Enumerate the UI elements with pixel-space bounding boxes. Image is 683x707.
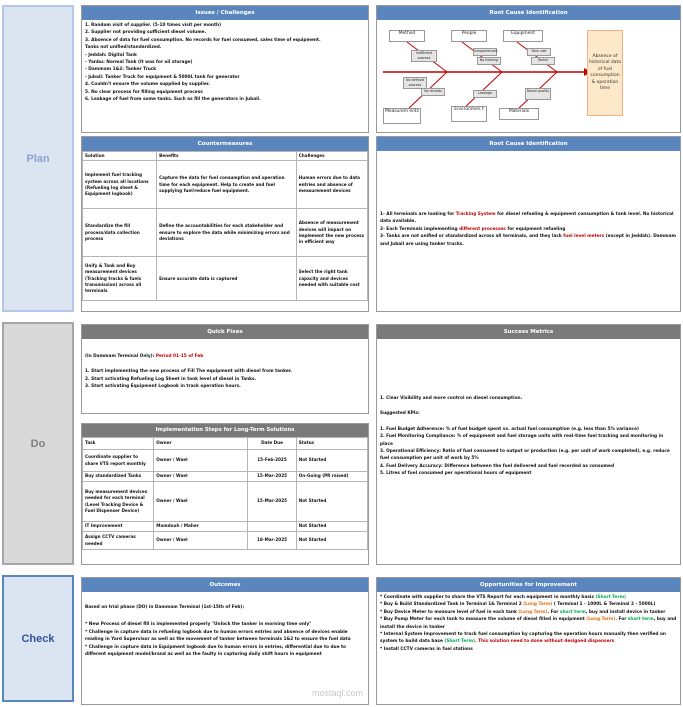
rca-text: 3- Tanks are not unified or standardized across all terminals, and they lack	[380, 234, 564, 240]
kpi-item: 3. Operational Efficiency: Ratio of fuel consumed to output or production (e.g. per unit of work completed), e.g. reduce fuel consumption per unit of work by 5%	[380, 449, 670, 462]
phase-plan-label	[2, 5, 74, 312]
opp-note: . This solution need to done without designed dispensers	[474, 639, 615, 645]
outcome-item: * Challenge in capture data in Equipment logbook due to human errors in entries, differential due to due to different equipment model/brand as well as the faulty in capturing daily shift hours in equipment	[85, 644, 347, 658]
fishbone-cat-method: Method	[389, 30, 425, 42]
rca-text: 2- Each Terminals implementing	[380, 226, 460, 232]
rca-highlight: fuel level meters	[563, 234, 605, 240]
success-metrics-body	[377, 339, 680, 480]
opp-tag-short: short term	[559, 609, 586, 615]
rca-point	[380, 211, 677, 226]
quick-fix-item: 3. Start activating Equipment Logbook in track operation hours.	[85, 384, 241, 390]
cm-cell: Select the right tank capacity and devices needed with suitable cost	[296, 257, 367, 301]
quick-fixes-scope: (In Dammam Terminal Only):	[85, 354, 156, 359]
phase-check-label	[2, 575, 74, 702]
kpi-item: 5. Litres of fuel consumed per operational hours of equipment	[380, 471, 532, 477]
opportunity-item: * Install CCTV cameras in fuel stations	[380, 646, 473, 652]
table-row	[83, 472, 368, 482]
impl-cell: 15-Feb-2025	[248, 450, 296, 472]
opportunities-body	[377, 592, 680, 655]
table-row	[83, 209, 368, 257]
impl-cell: Buy standardized Tanks	[83, 472, 154, 482]
quick-fixes-period: Period 01-15 of Feb	[155, 354, 204, 359]
cm-cell: Define the accountabilities for each stakeholder and ensure to explore the data while minimizing errors and deviations	[157, 209, 297, 257]
fishbone-cause: Tank size	[527, 48, 551, 56]
fishbone-diagram	[377, 20, 680, 132]
opportunity-item	[380, 601, 677, 608]
fishbone-cause: Tanker	[531, 57, 555, 65]
opp-text: , buy and install device in tanker	[585, 609, 666, 615]
phase-check-text: Check	[21, 632, 55, 645]
implementation-title: Implementation Steps for Long-Term Solutions	[82, 424, 368, 437]
impl-cell: Not Started	[296, 482, 367, 522]
table-row	[83, 532, 368, 550]
outcomes-list	[85, 621, 365, 658]
issue-item: 2. Supplier not providing sufficient diesel volume.	[85, 30, 207, 36]
rca-point	[380, 226, 677, 233]
impl-cell: Owner / Wael	[154, 472, 248, 482]
outcomes-panel	[81, 577, 369, 705]
impl-cell: Not Started	[296, 532, 367, 550]
rca-point	[380, 233, 677, 248]
opp-text: * Buy & Build Standardized Tank in Terminal 1& Terminal 2	[380, 602, 524, 608]
rca-text: for equipment refueling	[505, 226, 566, 232]
impl-cell	[248, 522, 296, 532]
table-row	[83, 522, 368, 532]
impl-cell: Not Started	[296, 522, 367, 532]
outcome-item: * New Process of diesel fill is implemented properly "Unlock the tanker in morning time only"	[85, 622, 312, 628]
opportunities-title: Opportunities for Improvement	[377, 578, 680, 592]
quick-fixes-panel	[81, 324, 369, 414]
kpi-title: Suggested KPIs:	[380, 411, 420, 417]
opp-tag-long: (Long Term)	[586, 617, 616, 623]
success-lead: 1. Clear Visibility and more control on diesel consumption.	[380, 396, 523, 401]
rca-fishbone-title: Root Cause Identification	[377, 6, 680, 20]
opp-tag-short: short term	[627, 617, 654, 623]
opp-text: ( Terminal 1 - 1000L & Terminal 2 - 5000L)	[552, 602, 656, 608]
issue-item: - Yanbu: Normal Tank (It was for oil storage)	[85, 60, 193, 66]
impl-cell: On-Going (PR raised)	[296, 472, 367, 482]
kpi-item: 4. Fuel Delivery Accuracy: Difference between the fuel delivered and fuel recorded as consumed	[380, 463, 615, 469]
table-row	[83, 450, 368, 472]
rca-highlight: Tracking System	[455, 212, 496, 217]
opportunity-item	[380, 616, 677, 631]
phase-plan-text: Plan	[26, 152, 50, 165]
issue-item: - Jeddah: Digital Tank	[85, 52, 137, 58]
fishbone-cat-equipment: Equipment	[503, 30, 543, 42]
issue-item: - Jubail: Tanker Truck for equipment & 5000L tank for generator	[85, 74, 240, 80]
impl-header-task: Task	[83, 438, 154, 450]
success-metrics-title: Success Metrics	[377, 325, 680, 339]
impl-cell: 15-Mar-2025	[248, 482, 296, 522]
fishbone-cause: No training	[477, 57, 501, 65]
fishbone-cat-measurements: Measurem ents	[383, 108, 421, 124]
issue-item: 5. No clear process for filling equipment process	[85, 89, 203, 95]
countermeasures-panel	[81, 136, 369, 312]
kpi-item: 1. Fuel Budget Adherence: % of fuel budget spent vs. actual fuel consumption (e.g. less than 5% variance)	[380, 426, 639, 432]
issue-item: 1. Random visit of supplier. (5-10 times visit per month)	[85, 23, 222, 28]
table-row	[83, 257, 368, 301]
cm-cell: Implement fuel tracking system across all locations (Refueling log sheet & Equipment logbook)	[83, 161, 157, 209]
quick-fixes-body	[82, 339, 368, 393]
rca-text: (except in Jeddah). Dammam and Jubail are using tanker trucks.	[380, 234, 676, 247]
rca-fishbone-panel	[376, 5, 681, 133]
quick-fix-item: 1. Start implementing the new process of Fill The equipment with diesel from tanker.	[85, 369, 292, 375]
issue-item: 3. Absence of data for fuel consumption. No records for fuel consumed, sales time of equipment.	[85, 37, 321, 43]
impl-cell: Not Started	[296, 450, 367, 472]
fishbone-cat-environment: Environmen t	[451, 106, 487, 122]
fishbone-effect	[587, 30, 623, 116]
watermark: mostaql.com	[312, 688, 364, 698]
cm-cell: Unify & Tank and Buy measurement devices (Tracking tracks & fuels transmission) across all terminals	[83, 257, 157, 301]
countermeasures-title: Countermeasures	[82, 137, 368, 151]
opp-tag-long: (Long Term)	[518, 609, 548, 615]
issues-panel	[81, 5, 369, 133]
issues-title: Issues / Challenges	[82, 6, 368, 20]
outcome-item: * Challenge in capture data in refueling logbook due to human errors entries and absence of devices enable reading in Yard Supervisor as well as the movement of tanker between terminals 1&2 to ensure the fuel data	[85, 629, 351, 643]
quick-fixes-title: Quick Fixes	[82, 325, 368, 339]
fishbone-cause: No defined process	[403, 77, 427, 89]
opp-text: * Buy Device Meter to measure level of fuel in each tank	[380, 609, 519, 615]
outcomes-intro: Based on trial phase (DO) in Dammam Terminal (1st-15th of Feb):	[85, 605, 245, 610]
impl-cell: 18-Mar-2025	[248, 532, 296, 550]
opportunity-item	[380, 594, 677, 601]
impl-header-owner: Owner	[154, 438, 248, 450]
cm-cell: Capture the data for fuel consumption and operation time for each equipment. Help to create and fuel supplying fuel/reduce fuel equipment.	[157, 161, 297, 209]
rca-text-body	[377, 151, 680, 250]
countermeasures-table	[82, 151, 368, 301]
fishbone-cat-materials: Materials	[499, 108, 539, 120]
implementation-panel	[81, 423, 369, 565]
phase-do-label	[2, 322, 74, 565]
opp-tag-short: (Short Term)	[595, 595, 627, 600]
opportunities-panel	[376, 577, 681, 705]
opp-text: * Internal System Improvement to track fuel consumption by capturing the operation hours manually then verified on system to build data base	[380, 632, 666, 645]
fishbone-cause: Inexperienced	[473, 48, 497, 56]
impl-cell: Buy measurement devices needed for each terminal (Level Tracking Device & Fuel Dispenser Device)	[83, 482, 154, 522]
fishbone-cause: Leakage	[473, 90, 497, 98]
opportunity-item	[380, 609, 677, 616]
kpi-item: 2. Fuel Monitoring Compliance: % of equipment and fuel storage units with real-time fuel tracking and monitoring in place	[380, 434, 664, 447]
fishbone-cause: Diesel quality	[525, 88, 551, 100]
impl-cell: Owner / Wael	[154, 532, 248, 550]
impl-cell: 15-Mar-2025	[248, 472, 296, 482]
outcomes-body	[82, 592, 368, 660]
issues-list	[82, 20, 368, 105]
cm-cell: Ensure accurate data is captured	[157, 257, 297, 301]
opp-tag-short: (Short Term)	[444, 639, 475, 645]
opp-text: * Buy Pump Meter for each tank to measure the volume of diesel filled in equipment	[380, 617, 587, 623]
impl-cell: Coordinate supplier to share VTS report monthly	[83, 450, 154, 472]
cm-cell: Human errors due to data entries and absence of measurement devices	[296, 161, 367, 209]
impl-cell: Assign CCTV cameras needed	[83, 532, 154, 550]
table-row	[83, 161, 368, 209]
outcomes-title: Outcomes	[82, 578, 368, 592]
cm-cell: Absence of measurement devices will impact on implement the new process in efficient way	[296, 209, 367, 257]
impl-header-date: Date Due	[248, 438, 296, 450]
opp-text: . For	[615, 617, 628, 623]
impl-header-status: Status	[296, 438, 367, 450]
kpi-list	[380, 426, 677, 478]
quick-fixes-intro	[85, 353, 365, 360]
rca-highlight: different processes	[459, 226, 506, 232]
opportunity-item	[380, 631, 677, 646]
issue-item: Tanks not unified/standardized.	[85, 45, 162, 51]
impl-cell: IT Improvement	[83, 522, 154, 532]
issue-item: 6. Leakage of fuel from some tanks. Such as fill the generators in Jubail.	[85, 97, 261, 103]
impl-cell: Owner / Wael	[154, 450, 248, 472]
quick-fixes-list	[85, 368, 365, 390]
impl-cell: Mamdouh / Maher	[154, 522, 248, 532]
cm-cell: Standardize the fill process/data collection process	[83, 209, 157, 257]
opp-text: * Coordinate with supplier to share the VTS Report for each equipment in monthly basis	[380, 595, 596, 600]
quick-fix-item: 2. Start activating Refueling Log Sheet in tank level of diesel in Tanks.	[85, 376, 257, 382]
rca-text: for diesel refueling & equipment consumption & tank level. No historical data available.	[380, 212, 674, 225]
implementation-table	[82, 437, 368, 550]
rca-text-panel	[376, 136, 681, 312]
fishbone-cause: No records	[421, 88, 445, 96]
opp-text: , buy and install the device in tanker	[380, 617, 677, 630]
rca-text-title: Root Cause Identification	[377, 137, 680, 151]
issue-item: 4. Couldn't ensure the volume supplied by supplier.	[85, 82, 210, 88]
fishbone-effect-text: Absence of historical data of fuel consumption & operation time	[588, 53, 622, 91]
issue-item: - Dammam 1&2: Tanker Truck	[85, 67, 157, 73]
impl-cell: Owner / Wael	[154, 482, 248, 522]
opp-tag-long: (Long Term)	[523, 602, 553, 608]
cm-header-benefits: Benefits	[157, 152, 297, 161]
cm-header-challenges: Challenges	[296, 152, 367, 161]
fishbone-cat-people: People	[451, 30, 487, 42]
fishbone-cause: Inefficient process	[411, 50, 437, 62]
rca-text: 1- All terminals are looking for	[380, 212, 456, 217]
table-row	[83, 482, 368, 522]
success-metrics-panel	[376, 324, 681, 565]
phase-do-text: Do	[30, 437, 46, 450]
opp-text: . For	[547, 609, 560, 615]
cm-header-solution: Solution	[83, 152, 157, 161]
